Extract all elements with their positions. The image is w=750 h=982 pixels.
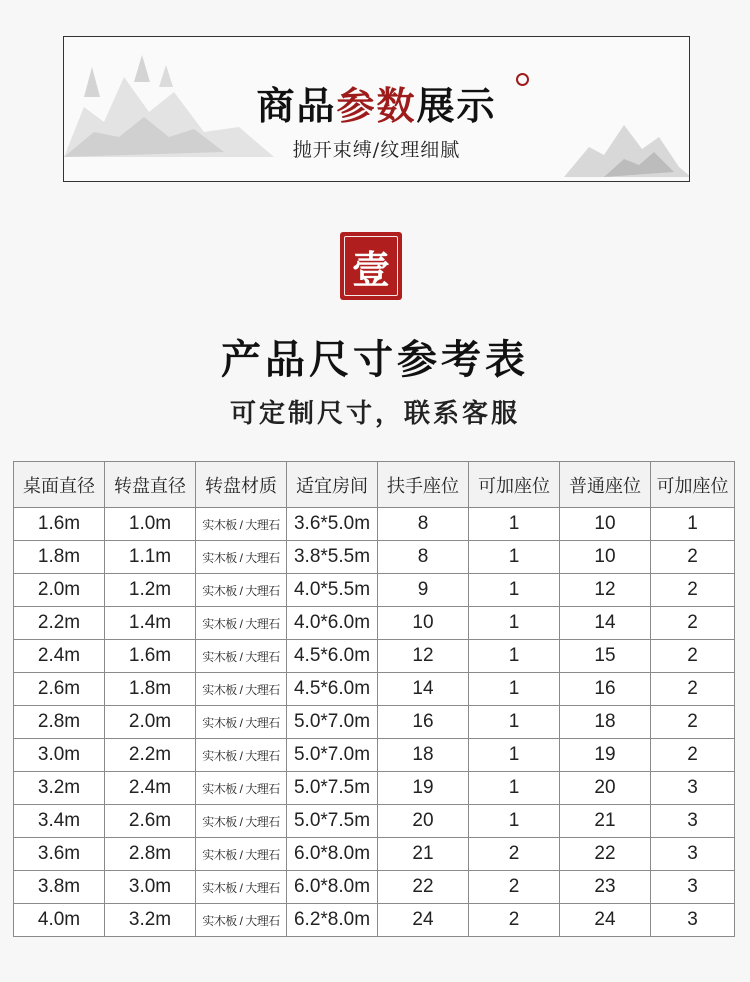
table-cell: 6.2*8.0m: [287, 904, 378, 937]
table-cell: 15: [560, 640, 651, 673]
size-reference-table: [13, 461, 735, 937]
table-cell: 2.6m: [14, 673, 105, 706]
table-cell: 3.2m: [14, 772, 105, 805]
table-cell: 5.0*7.0m: [287, 706, 378, 739]
table-cell: 1: [469, 805, 560, 838]
table-cell: 6.0*8.0m: [287, 871, 378, 904]
table-cell: 1: [469, 640, 560, 673]
banner-title: 商品参数展示: [256, 83, 497, 128]
table-cell: 10: [560, 508, 651, 541]
table-cell: 1.8m: [105, 673, 196, 706]
table-cell: 3: [651, 904, 735, 937]
table-cell: 2: [651, 673, 735, 706]
seal-character: 壹: [344, 236, 398, 296]
table-cell: 24: [378, 904, 469, 937]
table-cell: 24: [560, 904, 651, 937]
header-banner: [63, 36, 690, 182]
table-cell: 2.8m: [14, 706, 105, 739]
table-cell: 3.6m: [14, 838, 105, 871]
column-header: 普通座位: [560, 462, 651, 508]
table-cell: 4.5*6.0m: [287, 673, 378, 706]
table-cell: 2.6m: [105, 805, 196, 838]
table-cell: 2.0m: [105, 706, 196, 739]
table-cell: 2: [651, 739, 735, 772]
table-cell: 实木板 / 大理石: [196, 607, 287, 640]
table-cell: 1.1m: [105, 541, 196, 574]
table-cell: 1.6m: [105, 640, 196, 673]
table-cell: 2.0m: [14, 574, 105, 607]
table-cell: 10: [378, 607, 469, 640]
column-header: 转盘材质: [196, 462, 287, 508]
column-header: 转盘直径: [105, 462, 196, 508]
table-cell: 10: [560, 541, 651, 574]
table-cell: 1: [469, 739, 560, 772]
table-cell: 12: [378, 640, 469, 673]
table-cell: 16: [560, 673, 651, 706]
table-cell: 1.2m: [105, 574, 196, 607]
table-cell: 3.4m: [14, 805, 105, 838]
table-row: [14, 574, 735, 607]
table-cell: 16: [378, 706, 469, 739]
table-cell: 3: [651, 772, 735, 805]
section-title: 产品尺寸参考表: [221, 336, 529, 383]
table-cell: 20: [560, 772, 651, 805]
table-cell: 3.8*5.5m: [287, 541, 378, 574]
table-row: [14, 871, 735, 904]
table-cell: 2: [469, 904, 560, 937]
table-cell: 4.0*6.0m: [287, 607, 378, 640]
table-cell: 21: [378, 838, 469, 871]
table-cell: 2.4m: [14, 640, 105, 673]
table-row: [14, 607, 735, 640]
table-cell: 5.0*7.0m: [287, 739, 378, 772]
table-cell: 3.0m: [105, 871, 196, 904]
table-row: [14, 772, 735, 805]
table-cell: 21: [560, 805, 651, 838]
table-cell: 实木板 / 大理石: [196, 904, 287, 937]
banner-subtitle: 抛开束缚/纹理细腻: [292, 139, 461, 161]
table-row: [14, 673, 735, 706]
table-cell: 1: [469, 772, 560, 805]
table-cell: 1.0m: [105, 508, 196, 541]
table-cell: 2: [469, 838, 560, 871]
table-row: [14, 706, 735, 739]
table-cell: 3: [651, 805, 735, 838]
column-header: 桌面直径: [14, 462, 105, 508]
table-cell: 4.0m: [14, 904, 105, 937]
table-cell: 5.0*7.5m: [287, 772, 378, 805]
table-cell: 实木板 / 大理石: [196, 871, 287, 904]
table-cell: 1.8m: [14, 541, 105, 574]
table-cell: 3.8m: [14, 871, 105, 904]
table-cell: 14: [560, 607, 651, 640]
column-header: 可加座位: [651, 462, 735, 508]
table-cell: 2.2m: [14, 607, 105, 640]
table-cell: 实木板 / 大理石: [196, 673, 287, 706]
table-cell: 23: [560, 871, 651, 904]
table-cell: 1: [469, 574, 560, 607]
table-cell: 3.0m: [14, 739, 105, 772]
table-cell: 19: [378, 772, 469, 805]
table-cell: 1: [469, 607, 560, 640]
table-row: [14, 508, 735, 541]
section-subtitle: 可定制尺寸，联系客服: [229, 399, 520, 429]
table-cell: 5.0*7.5m: [287, 805, 378, 838]
table-cell: 22: [560, 838, 651, 871]
table-cell: 2: [469, 871, 560, 904]
table-cell: 3.2m: [105, 904, 196, 937]
table-row: [14, 739, 735, 772]
table-cell: 实木板 / 大理石: [196, 508, 287, 541]
table-cell: 2: [651, 574, 735, 607]
table-cell: 实木板 / 大理石: [196, 838, 287, 871]
table-cell: 2: [651, 640, 735, 673]
table-cell: 2.2m: [105, 739, 196, 772]
table-cell: 4.5*6.0m: [287, 640, 378, 673]
table-cell: 实木板 / 大理石: [196, 805, 287, 838]
table-row: [14, 805, 735, 838]
column-header: 适宜房间: [287, 462, 378, 508]
table-cell: 实木板 / 大理石: [196, 706, 287, 739]
table-cell: 20: [378, 805, 469, 838]
table-cell: 8: [378, 541, 469, 574]
table-cell: 4.0*5.5m: [287, 574, 378, 607]
table-cell: 实木板 / 大理石: [196, 772, 287, 805]
table-cell: 实木板 / 大理石: [196, 640, 287, 673]
table-cell: 1.6m: [14, 508, 105, 541]
red-seal-stamp: [340, 232, 402, 300]
table-cell: 12: [560, 574, 651, 607]
table-cell: 2: [651, 541, 735, 574]
table-cell: 实木板 / 大理石: [196, 739, 287, 772]
table-cell: 1: [469, 706, 560, 739]
decorative-circle-icon: [516, 73, 529, 86]
table-row: [14, 904, 735, 937]
table-cell: 1: [651, 508, 735, 541]
table-cell: 2.4m: [105, 772, 196, 805]
table-cell: 2.8m: [105, 838, 196, 871]
table-row: [14, 838, 735, 871]
table-cell: 19: [560, 739, 651, 772]
table-cell: 2: [651, 607, 735, 640]
table-cell: 1.4m: [105, 607, 196, 640]
table-cell: 8: [378, 508, 469, 541]
table-cell: 18: [560, 706, 651, 739]
table-cell: 14: [378, 673, 469, 706]
table-row: [14, 640, 735, 673]
table-row: [14, 541, 735, 574]
table-header-row: [14, 462, 735, 508]
table-cell: 实木板 / 大理石: [196, 541, 287, 574]
table-cell: 1: [469, 508, 560, 541]
table-cell: 2: [651, 706, 735, 739]
table-cell: 实木板 / 大理石: [196, 574, 287, 607]
column-header: 可加座位: [469, 462, 560, 508]
table-cell: 1: [469, 541, 560, 574]
table-cell: 22: [378, 871, 469, 904]
table-cell: 3: [651, 838, 735, 871]
table-cell: 6.0*8.0m: [287, 838, 378, 871]
table-cell: 9: [378, 574, 469, 607]
table-cell: 3.6*5.0m: [287, 508, 378, 541]
table-cell: 3: [651, 871, 735, 904]
table-cell: 18: [378, 739, 469, 772]
column-header: 扶手座位: [378, 462, 469, 508]
table-cell: 1: [469, 673, 560, 706]
